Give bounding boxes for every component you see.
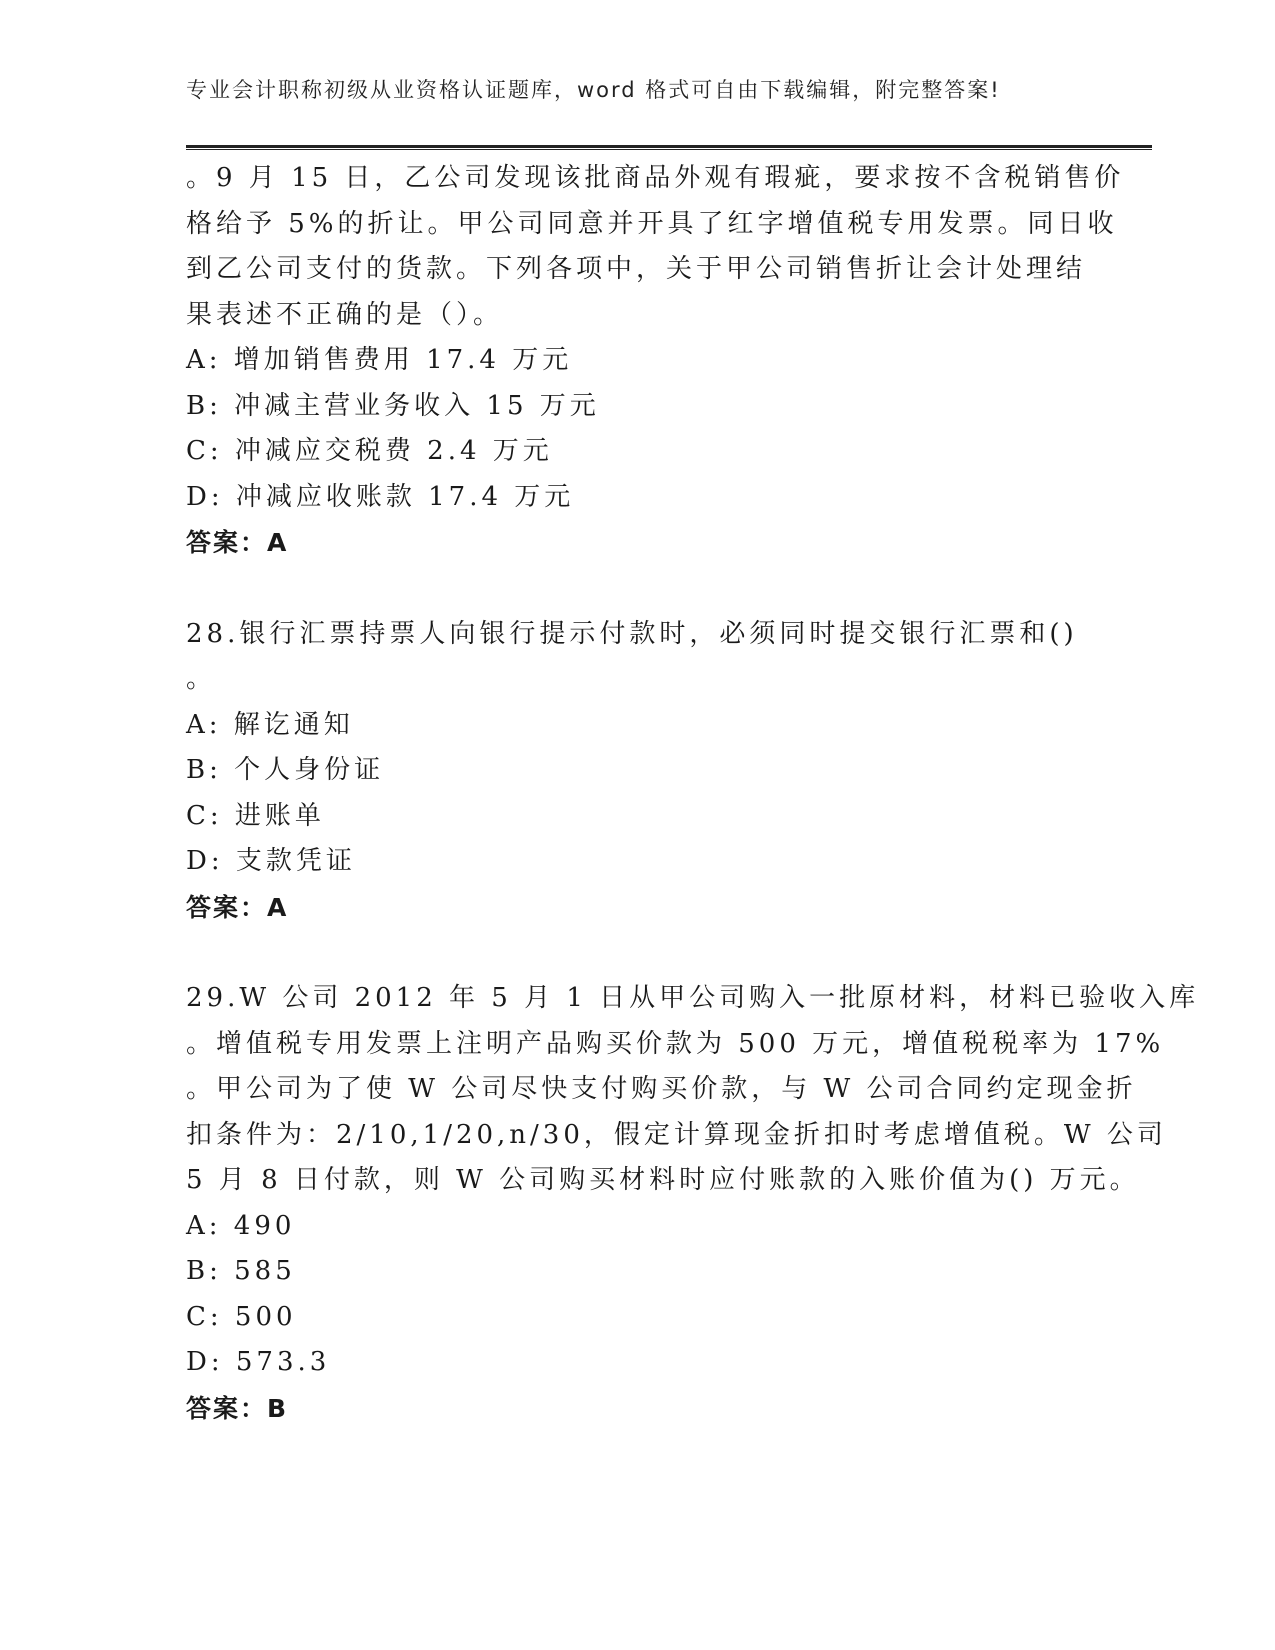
question-text-line: 。 xyxy=(186,664,217,694)
option-a: A: 490 xyxy=(186,1210,296,1241)
option-b: B: 585 xyxy=(186,1256,296,1286)
question-29 xyxy=(186,976,1200,1431)
answer-label: 答案：A xyxy=(186,528,289,557)
spacer xyxy=(186,566,1086,612)
spacer xyxy=(186,930,1086,976)
question-text-line: 格给予 5%的折让。甲公司同意并开具了红字增值税专用发票。同日收 xyxy=(186,208,1118,239)
question-text-line: 5 月 8 日付款，则 W 公司购买材料时应付账款的入账价值为() 万元。 xyxy=(186,1165,1140,1195)
question-text-line: 28.银行汇票持票人向银行提示付款时，必须同时提交银行汇票和() xyxy=(186,618,1078,649)
option-c: C: 500 xyxy=(186,1301,297,1332)
option-a: A: 解讫通知 xyxy=(186,709,354,740)
option-d: D: 支款凭证 xyxy=(186,846,356,876)
answer-label: 答案：A xyxy=(186,892,289,922)
option-b: B: 冲减主营业务收入 15 万元 xyxy=(186,390,600,421)
page-header: 专业会计职称初级从业资格认证题库，word 格式可自由下载编辑，附完整答案! xyxy=(186,78,1001,102)
question-27 xyxy=(186,156,1125,566)
option-d: D: 冲减应收账款 17.4 万元 xyxy=(186,481,575,512)
option-c: C: 进账单 xyxy=(186,800,325,831)
question-text-line: 29.W 公司 2012 年 5 月 1 日从甲公司购入一批原材料，材料已验收入库 xyxy=(186,983,1200,1013)
question-text-line: 果表述不正确的是（）。 xyxy=(186,299,504,330)
option-d: D: 573.3 xyxy=(186,1347,331,1377)
option-c: C: 冲减应交税费 2.4 万元 xyxy=(186,436,553,466)
question-content xyxy=(186,156,1200,1431)
question-text-line: 。甲公司为了使 W 公司尽快支付购买价款，与 W 公司合同约定现金折 xyxy=(186,1074,1137,1104)
question-28 xyxy=(186,612,1086,931)
option-b: B: 个人身份证 xyxy=(186,755,385,785)
question-text-line: 扣条件为：2/10,1/20,n/30，假定计算现金折扣时考虑增值税。W 公司 xyxy=(186,1119,1167,1150)
question-text-line: 。增值税专用发票上注明产品购买价款为 500 万元，增值税税率为 17% xyxy=(186,1028,1165,1059)
question-text-line: 到乙公司支付的货款。下列各项中，关于甲公司销售折让会计处理结 xyxy=(186,254,1087,284)
question-text-line: 。9 月 15 日，乙公司发现该批商品外观有瑕疵，要求按不含税销售价 xyxy=(186,163,1125,193)
answer-label: 答案：B xyxy=(186,1393,289,1423)
header-divider xyxy=(186,145,1152,150)
option-a: A: 增加销售费用 17.4 万元 xyxy=(186,345,573,375)
